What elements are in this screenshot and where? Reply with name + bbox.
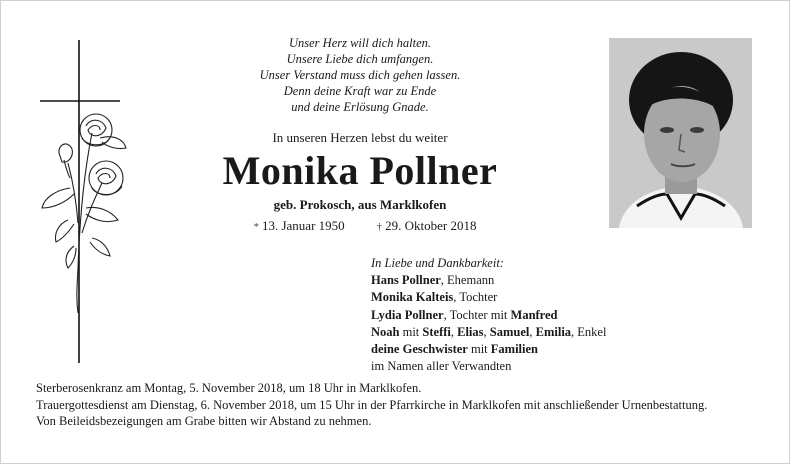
- mourner-connector: ,: [529, 324, 536, 339]
- mourner-name: deine Geschwister: [371, 342, 468, 357]
- service-line-rosary: Sterberosenkranz am Montag, 5. November 2018, um 18 Uhr in Marklkofen.: [36, 381, 422, 395]
- poem-line: Denn deine Kraft war zu Ende: [283, 84, 437, 98]
- mourner-name: Noah: [371, 324, 400, 339]
- birth-date-group: [253, 218, 344, 234]
- mourner-relation: , Tochter mit: [443, 307, 511, 322]
- poem-line: und deine Erlösung Gnade.: [291, 100, 429, 114]
- death-date-group: [377, 218, 477, 234]
- mourner-name: Elias: [457, 324, 484, 339]
- death-cross-icon: †: [376, 221, 383, 233]
- mourner-relation: , Ehemann: [440, 273, 495, 288]
- mourner-name: Lydia Pollner: [371, 307, 444, 322]
- mourner-connector: ,: [483, 324, 490, 339]
- mourner-name: Steffi: [422, 324, 451, 339]
- deceased-name: Monika Pollner: [222, 148, 498, 193]
- mourner-line: [371, 272, 751, 289]
- service-line-condolence: Von Beileidsbezeigungen am Grabe bitten wir Abstand zu nehmen.: [36, 414, 372, 428]
- mourner-connector: mit: [399, 324, 423, 339]
- mourner-relation: , Enkel: [571, 324, 607, 339]
- poem: [240, 35, 480, 115]
- mourners-list: [371, 255, 751, 375]
- mourner-name: Hans Pollner: [371, 273, 441, 288]
- mourner-line: [371, 307, 751, 324]
- mourner-name: Emilia: [535, 324, 572, 339]
- cross-with-roses-icon: [30, 38, 140, 368]
- birth-date: 13. Januar 1950: [261, 218, 345, 233]
- birth-star-icon: *: [253, 221, 259, 233]
- intro-line: In unseren Herzen lebst du weiter: [272, 130, 448, 145]
- poem-line: Unsere Liebe dich umfangen.: [286, 52, 434, 66]
- death-date: 29. Oktober 2018: [385, 218, 477, 233]
- mourner-name: Monika Kalteis: [371, 290, 454, 305]
- mourner-connector: ,: [450, 324, 458, 339]
- mourner-line: im Namen aller Verwandten: [371, 359, 512, 374]
- mourner-name: Samuel: [489, 324, 530, 339]
- portrait-photo: [609, 38, 752, 228]
- poem-line: Unser Verstand muss dich gehen lassen.: [259, 68, 461, 82]
- service-line-mass: Trauergottesdienst am Dienstag, 6. November 2018, um 15 Uhr in der Pfarrkirche in Marklkofen mit anschließender Urnenbestattung.: [36, 397, 708, 412]
- mourner-name: Manfred: [510, 307, 558, 322]
- mourner-relation: , Tochter: [453, 290, 498, 305]
- mourner-connector: mit: [467, 342, 491, 357]
- mourners-heading: In Liebe und Dankbarkeit:: [371, 256, 504, 270]
- mourner-line: [371, 289, 751, 306]
- life-dates: [225, 218, 505, 234]
- poem-line: Unser Herz will dich halten.: [288, 36, 431, 50]
- mourner-line: [371, 341, 751, 358]
- mourner-name: Familien: [490, 342, 538, 357]
- birth-name: geb. Prokosch, aus Marklkofen: [273, 197, 447, 212]
- service-info: [36, 380, 766, 430]
- mourner-line: [371, 324, 751, 341]
